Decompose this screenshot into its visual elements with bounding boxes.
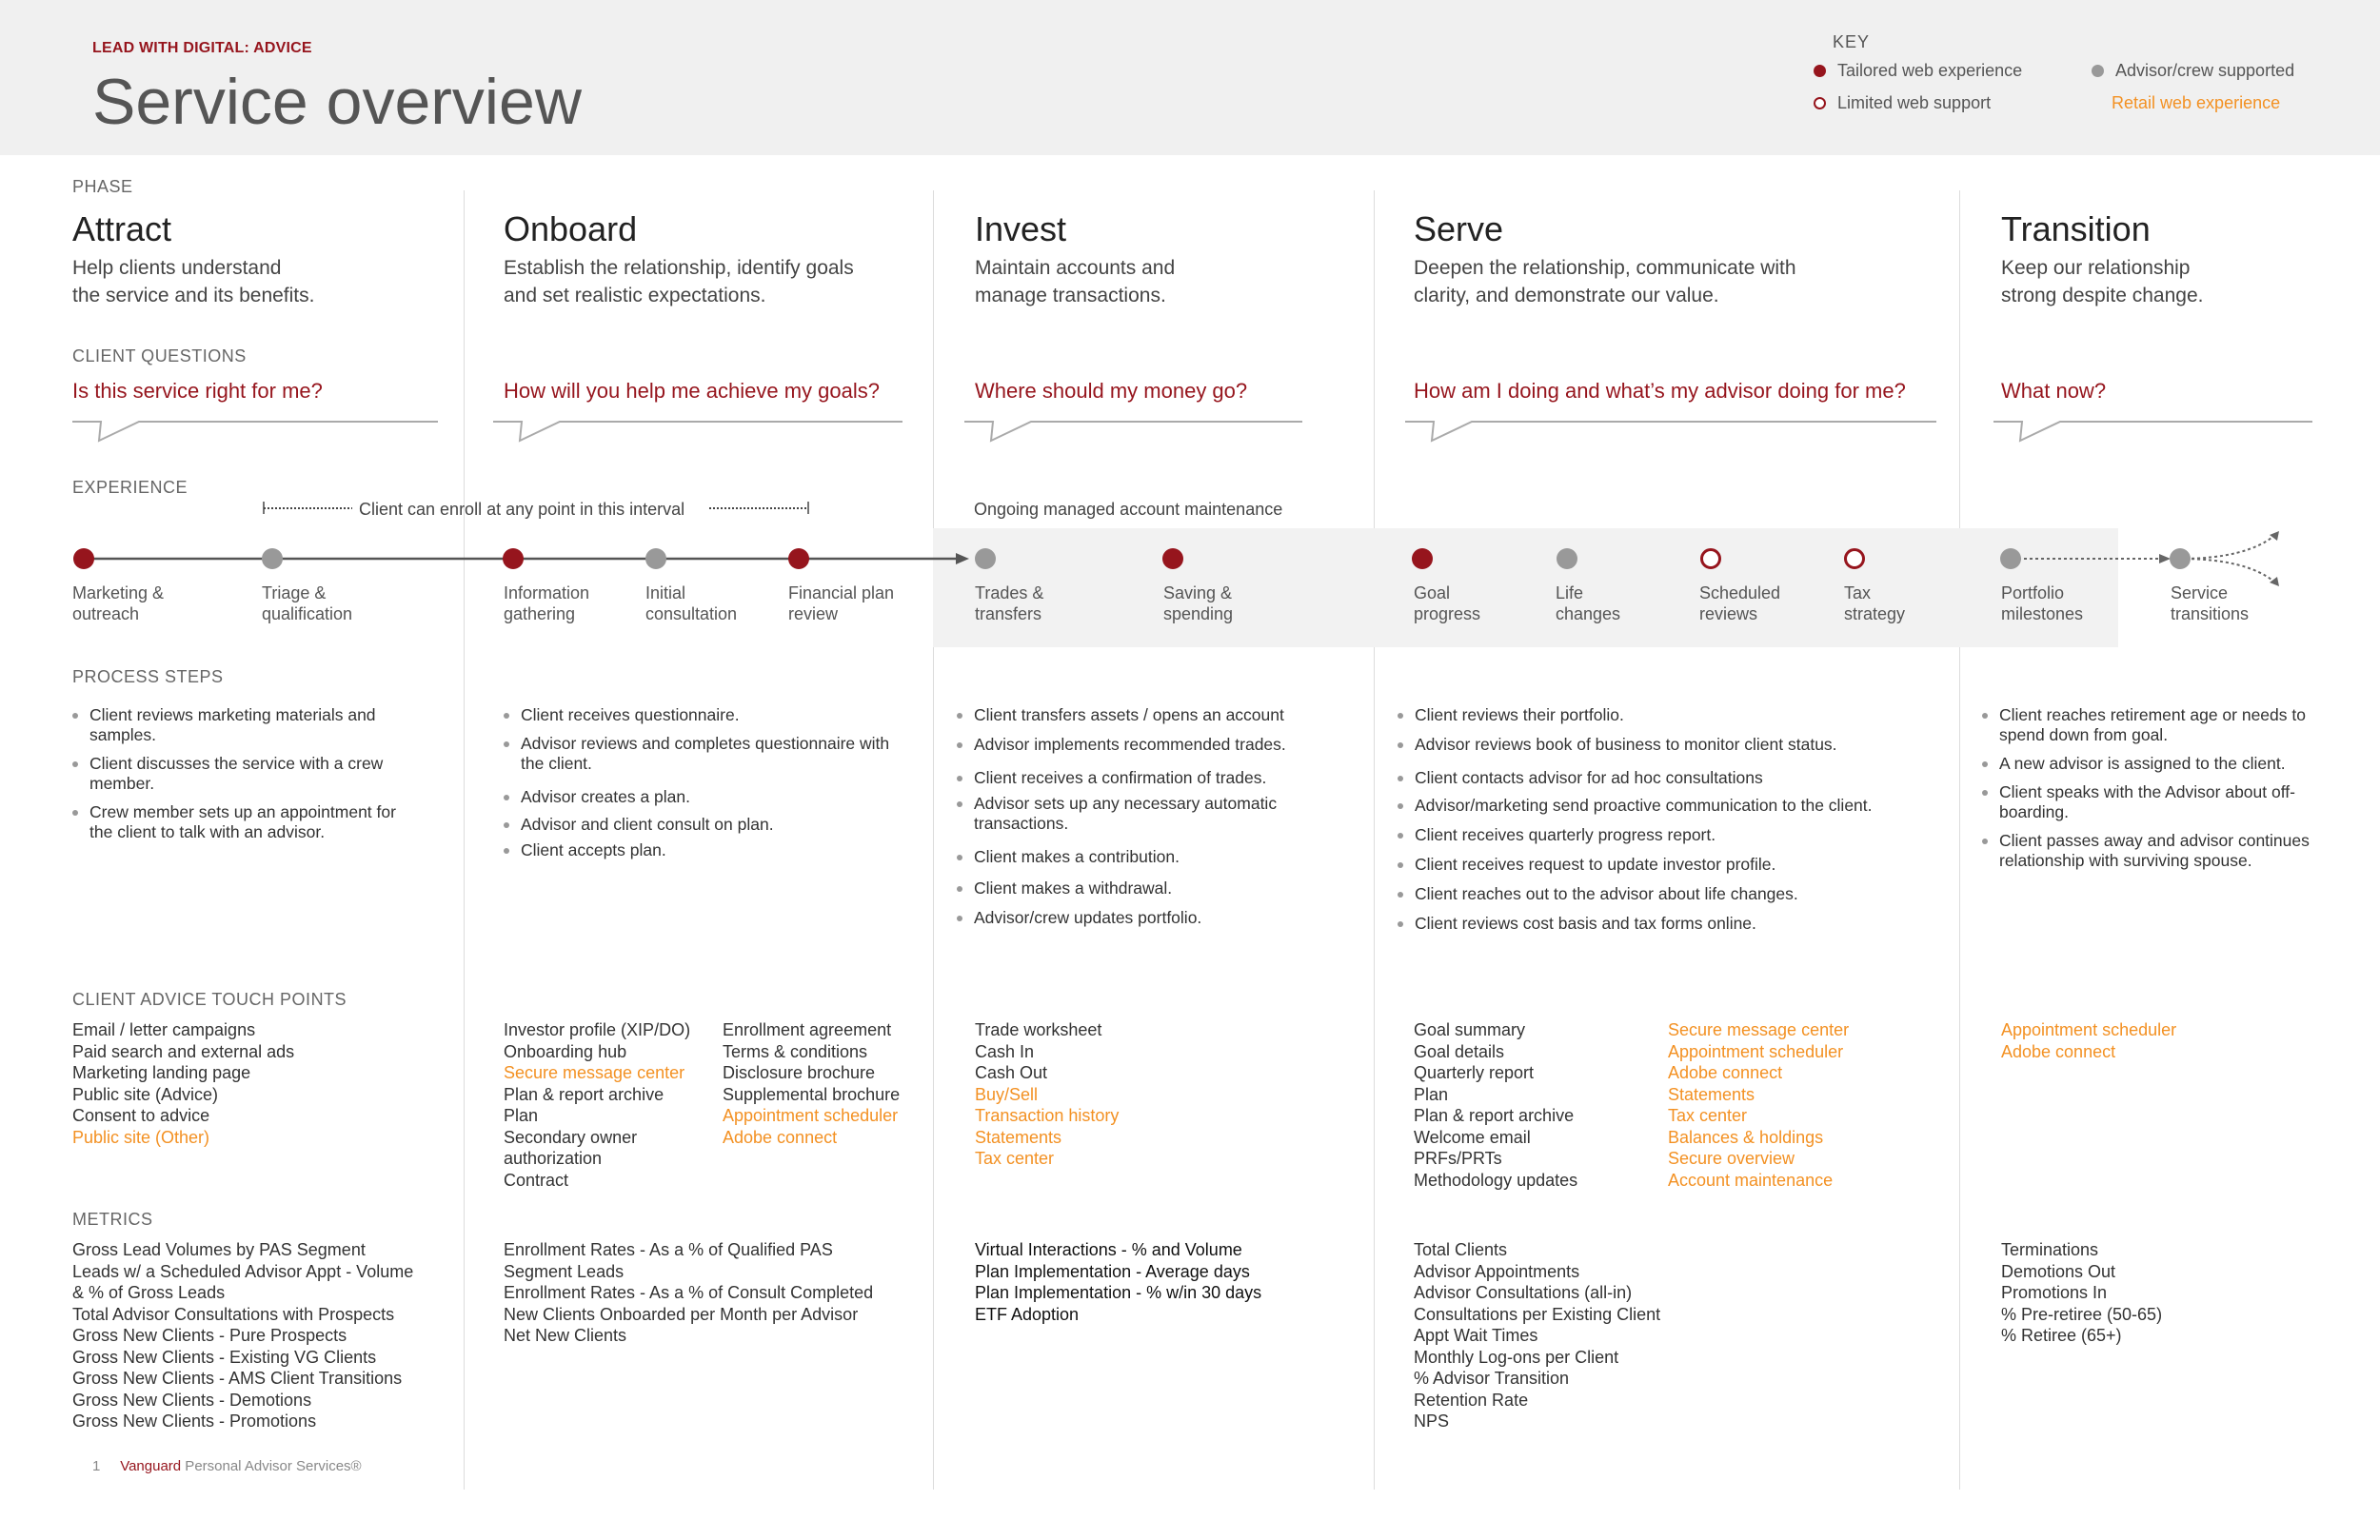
metric: Advisor Consultations (all-in)	[1414, 1283, 1633, 1302]
touch-point: Appointment scheduler	[2001, 1020, 2177, 1039]
touch-point: Account maintenance	[1668, 1170, 1834, 1190]
metric: NPS	[1414, 1412, 1450, 1431]
key-retail	[2112, 93, 2280, 113]
metrics-list	[1414, 1239, 1660, 1432]
timeline-step-label-line: strategy	[1844, 604, 1906, 623]
client-question: Where should my money go?	[975, 379, 1248, 403]
speech-bubble-tail-icon	[72, 416, 447, 444]
metric: Plan Implementation - % w/in 30 days	[975, 1283, 1262, 1302]
touch-points-list-secondary	[1668, 1019, 1849, 1191]
metric: ETF Adoption	[975, 1304, 1080, 1324]
touch-point: Plan	[1414, 1084, 1449, 1104]
timeline-node-tailored-icon	[1412, 548, 1433, 569]
metric: Gross New Clients - Existing VG Clients	[72, 1347, 377, 1367]
timeline-step-label-line: Triage &	[262, 583, 327, 602]
page-number: 1	[92, 1458, 101, 1474]
touch-points-list	[975, 1019, 1119, 1170]
touch-point: Cash In	[975, 1041, 1035, 1061]
process-step: Client reaches retirement age or needs to spend down from goal.	[1982, 705, 2339, 745]
metric: % Retiree (65+)	[2001, 1326, 2122, 1345]
touch-point: Appointment scheduler	[723, 1106, 899, 1125]
touch-point: Public site (Advice)	[72, 1084, 219, 1104]
touch-point: Appointment scheduler	[1668, 1041, 1844, 1061]
touch-points-list	[2001, 1019, 2176, 1062]
metric: Total Clients	[1414, 1240, 1508, 1259]
timeline-step-label-line: Initial	[645, 583, 686, 602]
touch-point: Plan & report archive	[504, 1084, 664, 1104]
metric: Gross New Clients - Promotions	[72, 1412, 317, 1431]
timeline-step-label-line: Tax	[1844, 583, 1872, 602]
process-step: Client reviews their portfolio.	[1398, 705, 1931, 725]
process-step: Client transfers assets / opens an account	[957, 705, 1338, 725]
process-steps-list	[957, 698, 1338, 928]
timeline-step-label	[1556, 582, 1620, 624]
column-divider	[1374, 190, 1375, 1490]
touch-point: Quarterly report	[1414, 1063, 1535, 1082]
key-limited	[1814, 93, 1991, 113]
metric: % Advisor Transition	[1414, 1369, 1570, 1388]
touch-point: Tax center	[1668, 1106, 1748, 1125]
phase-description-line: Establish the relationship, identify goals	[504, 257, 854, 279]
key-advisor	[2092, 61, 2294, 81]
touch-point: Trade worksheet	[975, 1020, 1102, 1039]
process-steps-list	[1398, 698, 1931, 934]
timeline-step-label	[645, 582, 737, 624]
touch-point: Supplemental brochure	[723, 1084, 901, 1104]
touch-point: Methodology updates	[1414, 1170, 1578, 1190]
touch-point: Adobe connect	[1668, 1063, 1783, 1082]
page-title: Service overview	[92, 66, 582, 138]
timeline-node-advisor-icon	[645, 548, 666, 569]
client-question: What now?	[2001, 379, 2107, 403]
touch-point: Statements	[1668, 1084, 1755, 1104]
timeline-node-advisor-icon	[1557, 548, 1577, 569]
process-step: Advisor and client consult on plan.	[504, 815, 903, 835]
touch-point: Enrollment agreement	[723, 1020, 892, 1039]
phase-name-transition: Transition	[2001, 209, 2151, 248]
metrics-list	[2001, 1239, 2162, 1347]
process-step: Client reaches out to the advisor about life changes.	[1398, 884, 1931, 904]
touch-point: Goal details	[1414, 1041, 1505, 1061]
timeline-step-label-line: outreach	[72, 604, 140, 623]
touch-points-list-secondary	[723, 1019, 900, 1148]
touch-point: Plan & report archive	[1414, 1106, 1575, 1125]
speech-bubble-tail-icon	[493, 416, 912, 444]
phase-description-line: clarity, and demonstrate our value.	[1414, 285, 1719, 306]
touch-point: Paid search and external ads	[72, 1041, 295, 1061]
process-step: Client discusses the service with a crew member.	[72, 754, 401, 794]
touch-point: Contract	[504, 1170, 569, 1190]
phase-description	[1414, 254, 1796, 309]
touch-points-label: CLIENT ADVICE TOUCH POINTS	[72, 990, 347, 1009]
timeline-step-label-line: Portfolio	[2001, 583, 2065, 602]
metric: Segment Leads	[504, 1261, 625, 1281]
timeline-step-label-line: Life	[1556, 583, 1584, 602]
process-step: Advisor implements recommended trades.	[957, 735, 1338, 755]
speech-bubble-tail-icon	[964, 416, 1312, 444]
touch-points-list	[504, 1019, 690, 1191]
process-step: Client speaks with the Advisor about off-boarding.	[1982, 782, 2339, 822]
timeline-step-label	[1699, 582, 1780, 624]
timeline-step-label-line: review	[788, 604, 839, 623]
timeline-step-label-line: consultation	[645, 604, 738, 623]
process-step: Advisor creates a plan.	[504, 787, 903, 807]
client-question: How am I doing and what’s my advisor doing for me?	[1414, 379, 1906, 403]
timeline-node-tailored-icon	[73, 548, 94, 569]
column-divider	[464, 190, 465, 1490]
metric: Demotions Out	[2001, 1261, 2116, 1281]
touch-point: Plan	[504, 1106, 539, 1125]
timeline-step-label	[1163, 582, 1233, 624]
timeline-step-label	[504, 582, 589, 624]
metric: Gross Lead Volumes by PAS Segment	[72, 1240, 366, 1259]
metrics-list	[72, 1239, 413, 1432]
process-steps-list	[1982, 698, 2339, 871]
phase-description-line: strong despite change.	[2001, 285, 2204, 306]
touch-point: Secure message center	[1668, 1020, 1850, 1039]
metric: Enrollment Rates - As a % of Consult Completed	[504, 1283, 874, 1302]
process-step: Client reviews marketing materials and samples.	[72, 705, 401, 745]
ongoing-note: Ongoing managed account maintenance	[974, 500, 1283, 519]
metric: Retention Rate	[1414, 1390, 1529, 1410]
metric: Advisor Appointments	[1414, 1261, 1580, 1281]
process-step: Client receives request to update investor profile.	[1398, 855, 1931, 875]
process-step: Advisor reviews and completes questionnaire with the client.	[504, 734, 903, 774]
process-step: Client receives questionnaire.	[504, 705, 903, 725]
phase-description	[975, 254, 1175, 309]
header-kicker: LEAD WITH DIGITAL: ADVICE	[92, 40, 312, 56]
timeline-node-advisor-icon	[2000, 548, 2021, 569]
column-divider	[933, 190, 934, 1490]
timeline-step-label-line: changes	[1556, 604, 1621, 623]
touch-point: Email / letter campaigns	[72, 1020, 256, 1039]
touch-points-list	[72, 1019, 294, 1148]
metric: Net New Clients	[504, 1326, 627, 1345]
column-divider	[1959, 190, 1960, 1490]
process-steps-list	[72, 698, 401, 842]
metric: Monthly Log-ons per Client	[1414, 1347, 1619, 1367]
client-question: Is this service right for me?	[72, 379, 323, 403]
phase-description-line: Help clients understand	[72, 257, 282, 279]
timeline-arrowhead-icon	[956, 553, 969, 564]
key-title: KEY	[1833, 32, 1871, 51]
timeline-step-label-line: Trades &	[975, 583, 1044, 602]
touch-point: Terms & conditions	[723, 1041, 868, 1061]
process-step: Client reviews cost basis and tax forms online.	[1398, 914, 1931, 934]
touch-point: Investor profile (XIP/DO)	[504, 1020, 691, 1039]
touch-point: PRFs/PRTs	[1414, 1149, 1502, 1168]
key-tailored	[1814, 61, 2022, 81]
metric: Terminations	[2001, 1240, 2099, 1259]
phase-description	[504, 254, 854, 309]
touch-point: Adobe connect	[723, 1127, 838, 1147]
key-tailored-label: Tailored web experience	[1837, 61, 2023, 80]
timeline-step-label	[2001, 582, 2083, 624]
phase-name-attract: Attract	[72, 209, 172, 248]
phase-name-serve: Serve	[1414, 209, 1504, 248]
metric: Plan Implementation - Average days	[975, 1261, 1250, 1281]
process-step: Advisor sets up any necessary automatic transactions.	[957, 794, 1338, 834]
metric: Promotions In	[2001, 1283, 2108, 1302]
metrics-list	[975, 1239, 1261, 1325]
timeline-node-tailored-icon	[503, 548, 524, 569]
touch-point: authorization	[504, 1149, 603, 1168]
timeline-step-label-line: Financial plan	[788, 583, 895, 602]
timeline-step-label-line: Scheduled	[1699, 583, 1781, 602]
key-limited-label: Limited web support	[1837, 93, 1992, 112]
phase-name-invest: Invest	[975, 209, 1067, 248]
metric: Consultations per Existing Client	[1414, 1304, 1661, 1324]
touch-point: Cash Out	[975, 1063, 1048, 1082]
timeline-node-advisor-icon	[975, 548, 996, 569]
process-step: Client accepts plan.	[504, 840, 903, 860]
timeline-step-label-line: qualification	[262, 604, 353, 623]
touch-point: Marketing landing page	[72, 1063, 251, 1082]
timeline-node-advisor-icon	[2170, 548, 2191, 569]
advisor-dot-icon	[2092, 65, 2104, 77]
speech-bubble-tail-icon	[1993, 416, 2322, 444]
timeline-node-tailored-icon	[1162, 548, 1183, 569]
metric: Gross New Clients - Pure Prospects	[72, 1326, 347, 1345]
touch-point: Secure overview	[1668, 1149, 1795, 1168]
process-step: Client passes away and advisor continues relationship with surviving spouse.	[1982, 831, 2339, 871]
timeline-step-label	[72, 582, 164, 624]
limited-ring-icon	[1814, 97, 1826, 109]
timeline-step-label	[1414, 582, 1480, 624]
touch-point: Statements	[975, 1127, 1062, 1147]
footer-brand: Vanguard	[120, 1458, 182, 1474]
timeline-step-label-line: Information	[504, 583, 590, 602]
client-question: How will you help me achieve my goals?	[504, 379, 880, 403]
timeline-step-label-line: Goal	[1414, 583, 1451, 602]
speech-bubble-tail-icon	[1405, 416, 1946, 444]
process-step: Advisor reviews book of business to monitor client status.	[1398, 735, 1931, 755]
timeline-line	[0, 514, 2380, 590]
touch-point: Public site (Other)	[72, 1127, 210, 1147]
touch-point: Onboarding hub	[504, 1041, 627, 1061]
timeline-step-label	[2171, 582, 2249, 624]
process-steps-label: PROCESS STEPS	[72, 667, 224, 686]
process-step: Advisor/marketing send proactive communication to the client.	[1398, 796, 1931, 816]
phase-description-line: Deepen the relationship, communicate with	[1414, 257, 1796, 279]
phase-description-line: manage transactions.	[975, 285, 1166, 306]
client-questions-label: CLIENT QUESTIONS	[72, 346, 247, 365]
process-step: Client receives quarterly progress report.	[1398, 825, 1931, 845]
timeline-step-label-line: progress	[1414, 604, 1481, 623]
metrics-label: METRICS	[72, 1210, 153, 1229]
phase-description	[2001, 254, 2203, 309]
metric: Gross New Clients - Demotions	[72, 1390, 312, 1410]
timeline-node-limited-icon	[1700, 548, 1721, 569]
touch-point: Adobe connect	[2001, 1041, 2116, 1061]
metric: Gross New Clients - AMS Client Transitions	[72, 1369, 403, 1388]
metric: Total Advisor Consultations with Prospects	[72, 1304, 395, 1324]
touch-point: Secure message center	[504, 1063, 685, 1082]
key-advisor-label: Advisor/crew supported	[2115, 61, 2295, 80]
tailored-dot-icon	[1814, 65, 1826, 77]
metric: New Clients Onboarded per Month per Advisor	[504, 1304, 859, 1324]
timeline-step-label	[788, 582, 894, 624]
process-step: A new advisor is assigned to the client.	[1982, 754, 2339, 774]
process-step: Client makes a contribution.	[957, 847, 1338, 867]
touch-point: Disclosure brochure	[723, 1063, 876, 1082]
phase-description-line: Keep our relationship	[2001, 257, 2191, 279]
phase-description-line: and set realistic expectations.	[504, 285, 766, 306]
timeline-node-limited-icon	[1844, 548, 1865, 569]
metric: % Pre-retiree (50-65)	[2001, 1304, 2163, 1324]
timeline-step-label	[262, 582, 352, 624]
touch-point: Buy/Sell	[975, 1084, 1039, 1104]
footer-service-name: Personal Advisor Services®	[181, 1458, 362, 1474]
timeline-step-label	[1844, 582, 1905, 624]
touch-point: Consent to advice	[72, 1106, 210, 1125]
metrics-list	[504, 1239, 873, 1347]
touch-point: Transaction history	[975, 1106, 1120, 1125]
metric: Enrollment Rates - As a % of Qualified PAS	[504, 1240, 833, 1259]
metric: Appt Wait Times	[1414, 1326, 1538, 1345]
phase-description-line: Maintain accounts and	[975, 257, 1176, 279]
touch-point: Secondary owner	[504, 1127, 638, 1147]
timeline-step-label-line: gathering	[504, 604, 576, 623]
metric: Virtual Interactions - % and Volume	[975, 1240, 1242, 1259]
timeline-step-label-line: Marketing &	[72, 583, 165, 602]
process-step: Client contacts advisor for ad hoc consultations	[1398, 768, 1931, 788]
timeline-node-advisor-icon	[262, 548, 283, 569]
timeline-step-label-line: transfers	[975, 604, 1042, 623]
timeline-node-tailored-icon	[788, 548, 809, 569]
touch-point: Tax center	[975, 1149, 1055, 1168]
key-retail-label: Retail web experience	[2112, 93, 2281, 112]
process-step: Client makes a withdrawal.	[957, 879, 1338, 898]
process-step: Client receives a confirmation of trades.	[957, 768, 1338, 788]
process-step: Crew member sets up an appointment for the client to talk with an advisor.	[72, 802, 401, 842]
touch-point: Balances & holdings	[1668, 1127, 1824, 1147]
process-step: Advisor/crew updates portfolio.	[957, 908, 1338, 928]
experience-label: EXPERIENCE	[72, 478, 188, 497]
phase-description-line: the service and its benefits.	[72, 285, 315, 306]
timeline-step-label-line: Service	[2171, 583, 2229, 602]
touch-point: Goal summary	[1414, 1020, 1526, 1039]
timeline-step-label	[975, 582, 1043, 624]
timeline-step-label-line: milestones	[2001, 604, 2084, 623]
metric: & % of Gross Leads	[72, 1283, 226, 1302]
process-steps-list	[504, 698, 903, 860]
timeline-step-label-line: transitions	[2171, 604, 2250, 623]
phase-description	[72, 254, 314, 309]
footer	[92, 1458, 362, 1474]
timeline-step-label-line: spending	[1163, 604, 1234, 623]
timeline-step-label-line: reviews	[1699, 604, 1758, 623]
touch-point: Welcome email	[1414, 1127, 1531, 1147]
phase-name-onboard: Onboard	[504, 209, 638, 248]
phase-label: PHASE	[72, 177, 133, 196]
timeline-step-label-line: Saving &	[1163, 583, 1233, 602]
enroll-note: Client can enroll at any point in this interval	[359, 500, 685, 519]
metric: Leads w/ a Scheduled Advisor Appt - Volume	[72, 1261, 414, 1281]
touch-points-list	[1414, 1019, 1577, 1191]
